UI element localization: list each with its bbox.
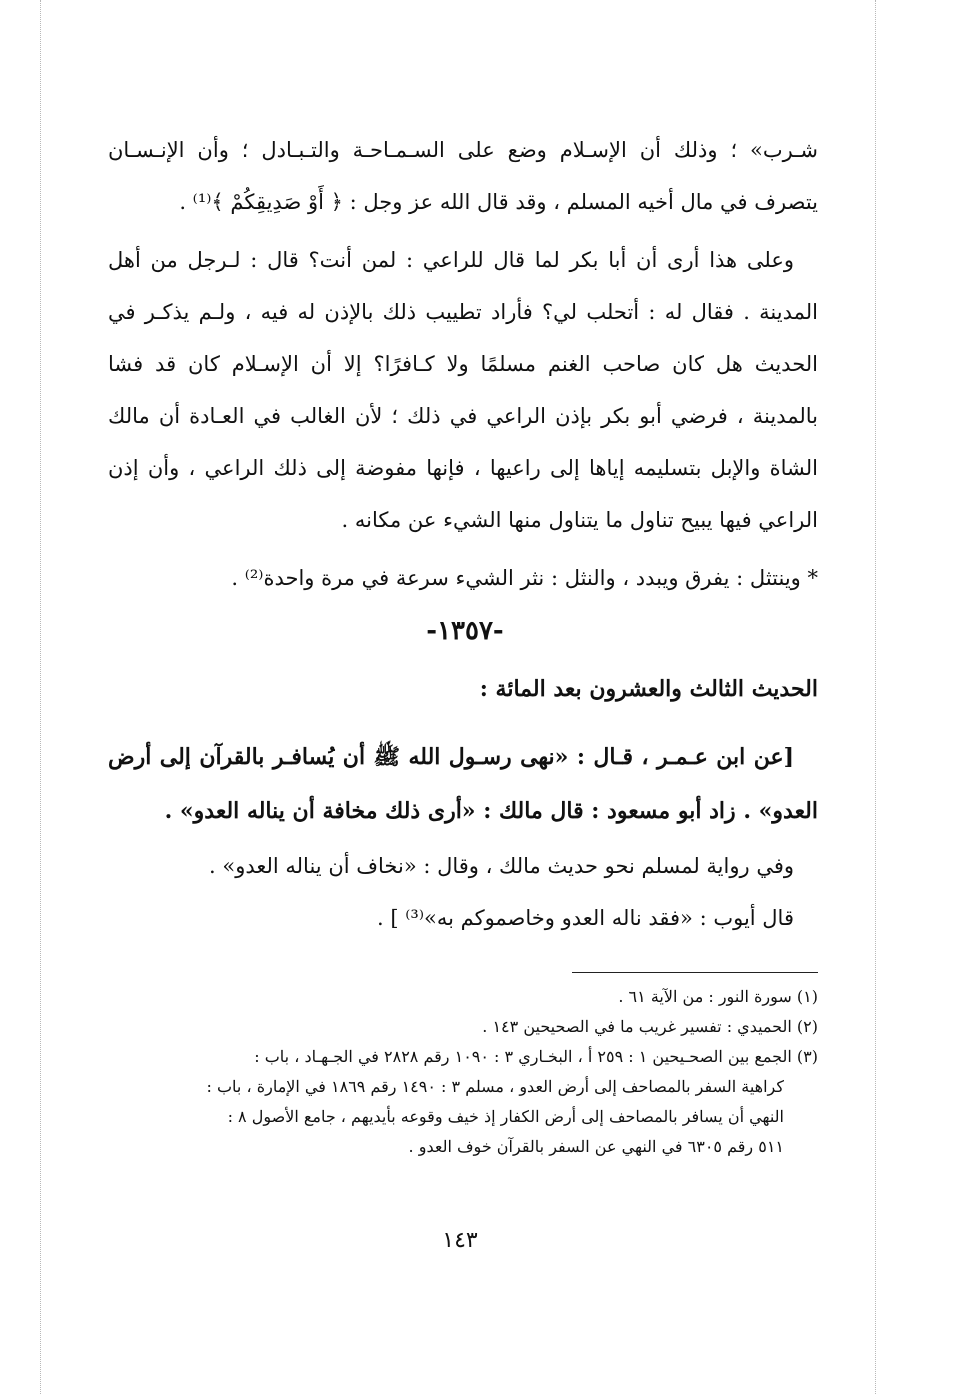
hadith-narrations xyxy=(108,840,818,944)
footnotes xyxy=(108,982,818,1162)
hadith-text xyxy=(108,730,818,838)
ayyub-narration: قال أيوب : «فقد ناله العدو وخاصموكم به»⁽³⁾ ] . xyxy=(377,906,794,930)
chapter-heading: الحديث الثالث والعشرون بعد المائة : xyxy=(479,676,818,702)
footnote-divider xyxy=(572,972,818,973)
page-number: ١٤٣ xyxy=(442,1228,478,1253)
hadith-number: -١٣٥٧- xyxy=(426,616,504,646)
page-edge-right xyxy=(875,0,876,1394)
paragraph-1: شـرب» ؛ وذلك أن الإسـلام وضع على السـمـاحـة والتـبـادل ؛ وأن الإنـسـان يتصرف في مال أخيه المسلم ، وقد قال الله عز وجل : ﴿ أَوْ صَدِيقِكُمْ ﴾⁽¹⁾ . xyxy=(108,138,818,214)
footnote-3-line-3: النهي أن يسافر بالمصاحف إلى أرض الكفار إذ خيف وقوعه بأيديهم ، جامع الأصول ٨ : xyxy=(227,1107,784,1126)
muslim-narration: وفي رواية لمسلم نحو حديث مالك ، وقال : «نخاف أن يناله العدو» . xyxy=(209,854,794,878)
footnote-3-line-1: (٣) الجمع بين الصحـيحين ١ : ٢٥٩ أ ، البخـاري ٣ : ١٠٩٠ رقم ٢٨٢٨ في الجـهـاد ، باب : xyxy=(254,1047,818,1066)
footnote-2: (٢) الحميدي : تفسير غريب ما في الصحيحين ١٤٣ . xyxy=(482,1017,818,1036)
footnote-3-line-2: كراهية السفر بالمصاحف إلى أرض العدو ، مسلم ٣ : ١٤٩٠ رقم ١٨٦٩ في الإمارة ، باب : xyxy=(206,1077,784,1096)
footnote-1: (١) سورة النور : من الآية ٦١ . xyxy=(618,987,818,1006)
page-edge-left xyxy=(40,0,41,1394)
footnote-3-line-4: ٥١١ رقم ٦٣٠٥ في النهي عن السفر بالقرآن خوف العدو . xyxy=(408,1137,784,1156)
paragraph-3: * وينتثل : يفرق ويبدد ، والنثل : نثر الشيء سرعة في مرة واحدة⁽²⁾ . xyxy=(231,566,818,590)
paragraph-2: وعلى هذا أرى أن أبا بكر لما قال للراعي : لمن أنت؟ قال : لـرجل من أهل المدينة . فقال له : أتحلب لي؟ فأراد تطييب ذلك بالإذن له فيه ، ولـم يذكـر في الحديث هل كان صاحب الغنم مسلمًا ولا كـافرًا؟ إلا أن الإسـلام كان قد فشا بالمدينة ، فرضي أبو بكر بإذن الراعي في ذلك ؛ لأن الغالب في العـادة أن مالك الشاة والإبل بتسليمه إياها إلى راعيها ، فإنها مفوضة إلى ذلك الراعي ، وأن إذن الراعي فيها يبيح تناول ما يتناول منها الشيء عن مكانه . xyxy=(108,248,818,532)
body-text xyxy=(108,124,818,604)
hadith-main-text: [عن ابن عـمـر ، قـال : «نهى رسـول الله ﷺ أن يُسافـر بالقرآن إلى أرض العدو» . زاد أبو مسعود : قال مالك : «أرى ذلك مخافة أن يناله العدو» . xyxy=(108,744,818,824)
